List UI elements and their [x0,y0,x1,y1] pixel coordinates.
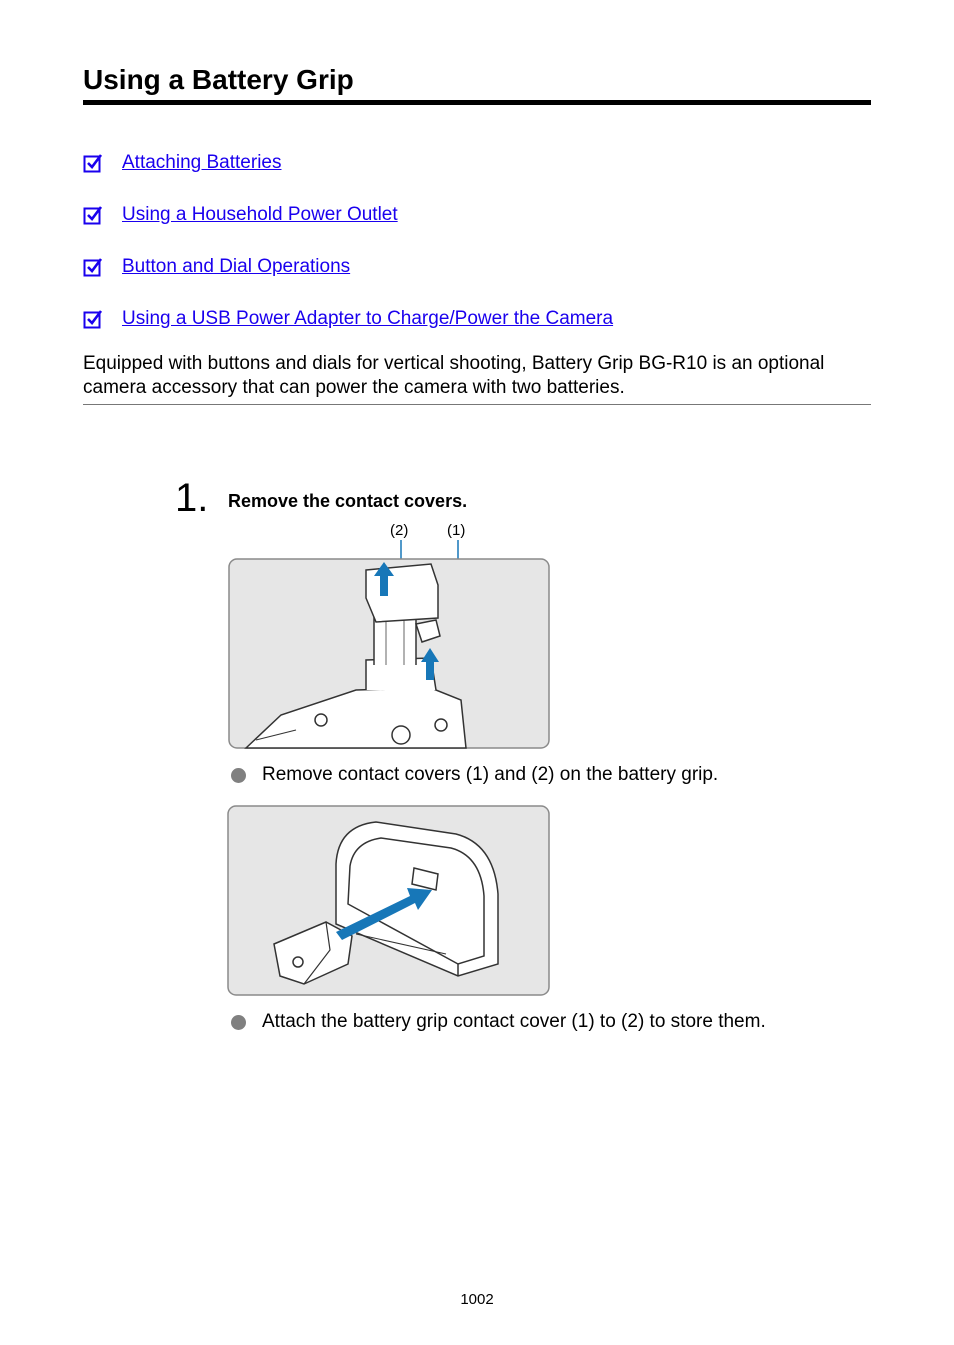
store-contact-cover-illustration [226,804,552,998]
callout-label-1: (1) [447,522,466,539]
step-number: 1. [175,476,209,520]
bullet-dot-icon [231,1015,246,1030]
battery-grip-contact-covers-illustration [226,540,556,752]
toc-link-usb-power-adapter[interactable]: Using a USB Power Adapter to Charge/Power the Camera [122,308,614,329]
toc-link-attaching-batteries[interactable]: Attaching Batteries [122,152,282,173]
intro-paragraph: Equipped with buttons and dials for vertical shooting, Battery Grip BG-R10 is an optional camera accessory that can power the camera with two batteries. [83,352,871,405]
step-title: Remove the contact covers. [228,491,468,511]
callout-label-2: (2) [390,522,409,539]
toc-link-household-power[interactable]: Using a Household Power Outlet [122,204,398,225]
checkbox-checked-icon [83,205,103,225]
page-number: 1002 [460,1291,494,1308]
page-title: Using a Battery Grip [83,62,871,105]
bullet-text: Attach the battery grip contact cover (1) to (2) to store them. [262,1011,766,1032]
bullet-text: Remove contact covers (1) and (2) on the battery grip. [262,764,719,785]
bullet-dot-icon [231,768,246,783]
checkbox-checked-icon [83,153,103,173]
checkbox-checked-icon [83,257,103,277]
checkbox-checked-icon [83,309,103,329]
toc-link-button-dial[interactable]: Button and Dial Operations [122,256,351,277]
